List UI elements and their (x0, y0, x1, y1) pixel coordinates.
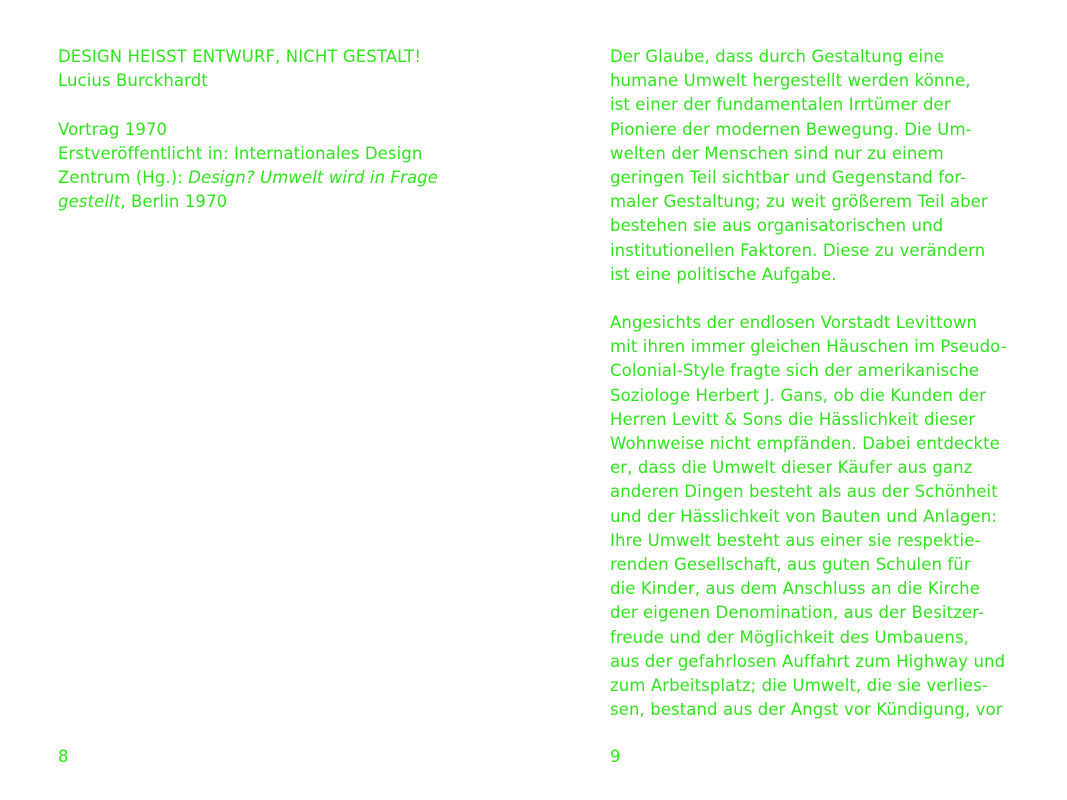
text-line: humane Umwelt hergestellt werden könne, (610, 71, 971, 91)
header-spacer (58, 93, 438, 117)
paragraph-2 (610, 311, 1007, 722)
article-header (58, 45, 438, 214)
text-line: ist einer der fundamentalen Irrtümer der (610, 95, 951, 115)
text-line: bestehen sie aus organisatorischen und (610, 216, 944, 236)
text-line: welten der Menschen sind nur zu einem (610, 143, 944, 163)
publication-title-part-1: Design? Umwelt wird in Frage (188, 167, 438, 187)
text-line: der eigenen Denomination, aus der Besitzer- (610, 603, 985, 623)
text-line: renden Gesellschaft, aus guten Schulen für (610, 554, 971, 574)
page-number-right: 9 (610, 747, 621, 766)
right-page (533, 0, 1067, 800)
text-line: ist eine politische Aufgabe. (610, 264, 837, 284)
text-line: Colonial-Style fragte sich der amerikanische (610, 361, 980, 381)
text-line: Wohnweise nicht empfänden. Dabei entdeckte (610, 434, 1000, 453)
text-line: aus der gefahrlosen Auffahrt zum Highway und (610, 651, 1006, 671)
text-line: zum Arbeitsplatz; die Umwelt, die sie verlies- (610, 675, 988, 695)
article-title: DESIGN HEISST ENTWURF, NICHT GESTALT! (58, 47, 422, 66)
text-line: maler Gestaltung; zu weit größerem Teil aber (610, 192, 988, 212)
publication-line-1: Erstveröffentlicht in: Internationales Design (58, 143, 423, 163)
publication-line-2 (58, 166, 438, 190)
text-line: Angesichts der endlosen Vorstadt Levittown (610, 313, 978, 333)
text-line: geringen Teil sichtbar und Gegenstand for- (610, 167, 967, 187)
text-line: institutionellen Faktoren. Diese zu verändern (610, 240, 986, 260)
text-line: er, dass die Umwelt dieser Käufer aus ganz (610, 458, 973, 478)
publication-line-3 (58, 190, 438, 214)
text-line: anderen Dingen besteht als aus der Schönheit (610, 482, 998, 502)
text-line: mit ihren immer gleichen Häuschen im Pseudo- (610, 337, 1007, 357)
publication-editor: Zentrum (Hg.): (58, 167, 189, 187)
text-line: Der Glaube, dass durch Gestaltung eine (610, 47, 945, 66)
text-line: Herren Levitt & Sons die Hässlichkeit dieser (610, 409, 976, 429)
publication-title-part-2: gestellt (58, 192, 121, 212)
paragraph-1 (610, 45, 1007, 287)
paragraph-spacer (610, 287, 1007, 311)
text-line: und der Hässlichkeit von Bauten und Anlagen: (610, 506, 998, 526)
left-page (0, 0, 533, 800)
text-line: Soziologe Herbert J. Gans, ob die Kunden der (610, 385, 987, 405)
text-line: Ihre Umwelt besteht aus einer sie respektie- (610, 530, 981, 550)
talk-note: Vortrag 1970 (58, 119, 168, 139)
article-author: Lucius Burckhardt (58, 71, 208, 91)
text-line: sen, bestand aus der Angst vor Kündigung, vor (610, 700, 1003, 720)
text-line: freude und der Möglichkeit des Umbauens, (610, 627, 970, 647)
page-number-left: 8 (58, 747, 69, 766)
text-line: Pioniere der modernen Bewegung. Die Um- (610, 119, 972, 139)
body-text (610, 45, 1007, 722)
text-line: die Kinder, aus dem Anschluss an die Kirche (610, 579, 980, 599)
publication-place-year: , Berlin 1970 (120, 192, 228, 212)
